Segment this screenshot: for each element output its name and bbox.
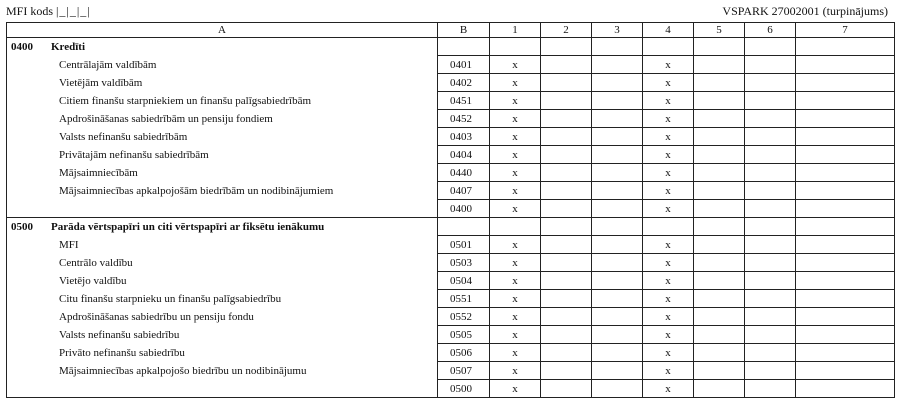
not-applicable-mark: x	[490, 92, 541, 110]
input-cell-col-2[interactable]	[541, 128, 592, 146]
row-code: 0501	[438, 236, 490, 254]
row-label: Apdrošināšanas sabiedrību un pensiju fondu	[59, 310, 254, 323]
not-applicable-mark: x	[643, 308, 694, 326]
table-row	[7, 182, 895, 200]
row-code: 0402	[438, 74, 490, 92]
input-cell-col-5[interactable]	[694, 380, 745, 398]
not-applicable-mark: x	[643, 92, 694, 110]
input-cell-col-2[interactable]	[541, 290, 592, 308]
input-cell-col-3[interactable]	[592, 290, 643, 308]
not-applicable-mark: x	[490, 74, 541, 92]
not-applicable-mark: x	[643, 182, 694, 200]
row-label-cell	[7, 236, 438, 254]
row-label: Mājsaimniecībām	[59, 166, 138, 179]
input-cell-col-2[interactable]	[541, 236, 592, 254]
not-applicable-mark: x	[490, 164, 541, 182]
input-cell-col-5[interactable]	[694, 92, 745, 110]
input-cell-col-3[interactable]	[592, 326, 643, 344]
input-cell-col-6[interactable]	[745, 344, 796, 362]
input-cell-col-2[interactable]	[541, 56, 592, 74]
column-header-6: 6	[745, 23, 796, 38]
not-applicable-mark: x	[490, 362, 541, 380]
input-cell-col-7[interactable]	[796, 272, 895, 290]
not-applicable-mark: x	[643, 128, 694, 146]
input-cell-col-3[interactable]	[592, 254, 643, 272]
row-code: 0507	[438, 362, 490, 380]
not-applicable-mark: x	[643, 272, 694, 290]
input-cell-col-6[interactable]	[745, 92, 796, 110]
row-label	[11, 202, 59, 214]
section-code: 0500	[11, 220, 33, 233]
input-cell-col-7[interactable]	[796, 236, 895, 254]
not-applicable-mark: x	[490, 308, 541, 326]
input-cell-col-2[interactable]	[541, 254, 592, 272]
input-cell-col-5[interactable]	[694, 254, 745, 272]
input-cell-col-7[interactable]	[796, 254, 895, 272]
input-cell-col-2[interactable]	[541, 380, 592, 398]
input-cell-col-2[interactable]	[541, 272, 592, 290]
input-cell-col-2[interactable]	[541, 326, 592, 344]
input-cell-col-3[interactable]	[592, 110, 643, 128]
row-label-cell	[7, 308, 438, 326]
not-applicable-mark: x	[490, 344, 541, 362]
input-cell-col-7[interactable]	[796, 326, 895, 344]
not-applicable-mark: x	[643, 164, 694, 182]
not-applicable-mark: x	[490, 326, 541, 344]
empty-cell	[745, 38, 796, 56]
table-row	[7, 236, 895, 254]
input-cell-col-5[interactable]	[694, 236, 745, 254]
row-label-cell	[7, 326, 438, 344]
empty-cell	[541, 218, 592, 236]
not-applicable-mark: x	[490, 128, 541, 146]
section-title: Kredīti	[51, 40, 86, 53]
input-cell-col-6[interactable]	[745, 56, 796, 74]
input-cell-col-7[interactable]	[796, 200, 895, 218]
empty-cell	[490, 38, 541, 56]
row-label-cell	[7, 92, 438, 110]
column-header-4: 4	[643, 23, 694, 38]
row-code: 0503	[438, 254, 490, 272]
table-row	[7, 362, 895, 380]
row-code: 0404	[438, 146, 490, 164]
input-cell-col-6[interactable]	[745, 326, 796, 344]
input-cell-col-3[interactable]	[592, 74, 643, 92]
section-row-0400	[7, 38, 895, 56]
mfi-code-header	[6, 4, 91, 19]
form-id-header: VSPARK 27002001 (turpinājums)	[722, 4, 888, 18]
input-cell-col-5[interactable]	[694, 200, 745, 218]
input-cell-col-7[interactable]	[796, 164, 895, 182]
row-label-cell	[7, 74, 438, 92]
input-cell-col-3[interactable]	[592, 380, 643, 398]
mfi-code-boxes: |_|_|_|	[56, 4, 91, 18]
row-code: 0506	[438, 344, 490, 362]
input-cell-col-3[interactable]	[592, 362, 643, 380]
table-row	[7, 326, 895, 344]
not-applicable-mark: x	[490, 380, 541, 398]
table-row	[7, 92, 895, 110]
row-label-cell	[7, 290, 438, 308]
not-applicable-mark: x	[490, 236, 541, 254]
row-code: 0401	[438, 56, 490, 74]
input-cell-col-3[interactable]	[592, 200, 643, 218]
section-title: Parāda vērtspapīri un citi vērtspapīri ar fiksētu ienākumu	[51, 220, 325, 233]
row-label: Vietējām valdībām	[59, 76, 143, 89]
row-code: 0407	[438, 182, 490, 200]
input-cell-col-5[interactable]	[694, 308, 745, 326]
input-cell-col-7[interactable]	[796, 110, 895, 128]
section-heading	[7, 38, 438, 56]
row-code: 0504	[438, 272, 490, 290]
table-row	[7, 200, 895, 218]
row-label: Vietējo valdību	[59, 274, 127, 287]
input-cell-col-7[interactable]	[796, 362, 895, 380]
empty-cell	[490, 218, 541, 236]
input-cell-col-6[interactable]	[745, 362, 796, 380]
input-cell-col-3[interactable]	[592, 146, 643, 164]
input-cell-col-6[interactable]	[745, 200, 796, 218]
input-cell-col-2[interactable]	[541, 308, 592, 326]
empty-cell	[592, 218, 643, 236]
input-cell-col-7[interactable]	[796, 380, 895, 398]
input-cell-col-3[interactable]	[592, 308, 643, 326]
row-label-cell	[7, 128, 438, 146]
report-table	[6, 22, 895, 398]
row-label	[11, 382, 59, 394]
row-label-cell	[7, 110, 438, 128]
input-cell-col-6[interactable]	[745, 146, 796, 164]
input-cell-col-5[interactable]	[694, 110, 745, 128]
section-heading	[7, 218, 438, 236]
row-label-cell	[7, 254, 438, 272]
input-cell-col-7[interactable]	[796, 128, 895, 146]
column-header-b: B	[438, 23, 490, 38]
input-cell-col-6[interactable]	[745, 128, 796, 146]
row-label: Centrālajām valdībām	[59, 58, 157, 71]
table-row	[7, 344, 895, 362]
input-cell-col-7[interactable]	[796, 344, 895, 362]
row-label: Valsts nefinanšu sabiedrībām	[59, 130, 188, 143]
row-label-cell	[7, 164, 438, 182]
input-cell-col-7[interactable]	[796, 182, 895, 200]
input-cell-col-2[interactable]	[541, 110, 592, 128]
row-label: Mājsaimniecības apkalpojošām biedrībām un nodibinājumiem	[59, 184, 334, 197]
input-cell-col-7[interactable]	[796, 308, 895, 326]
input-cell-col-3[interactable]	[592, 236, 643, 254]
table-body	[7, 38, 895, 398]
not-applicable-mark: x	[643, 74, 694, 92]
not-applicable-mark: x	[643, 56, 694, 74]
input-cell-col-7[interactable]	[796, 92, 895, 110]
empty-cell	[592, 38, 643, 56]
empty-cell	[643, 38, 694, 56]
table-row	[7, 56, 895, 74]
input-cell-col-3[interactable]	[592, 272, 643, 290]
section-code: 0400	[11, 40, 33, 53]
table-row	[7, 128, 895, 146]
row-label: Privātajām nefinanšu sabiedrībām	[59, 148, 209, 161]
not-applicable-mark: x	[643, 146, 694, 164]
empty-cell	[796, 38, 895, 56]
row-label-cell	[7, 146, 438, 164]
input-cell-col-2[interactable]	[541, 344, 592, 362]
input-cell-col-2[interactable]	[541, 182, 592, 200]
column-header-5: 5	[694, 23, 745, 38]
input-cell-col-6[interactable]	[745, 290, 796, 308]
table-row	[7, 380, 895, 398]
empty-cell	[796, 218, 895, 236]
row-code: 0551	[438, 290, 490, 308]
row-code: 0552	[438, 308, 490, 326]
not-applicable-mark: x	[490, 290, 541, 308]
empty-cell	[438, 38, 490, 56]
column-header-7: 7	[796, 23, 895, 38]
input-cell-col-5[interactable]	[694, 344, 745, 362]
not-applicable-mark: x	[643, 380, 694, 398]
table-row	[7, 290, 895, 308]
not-applicable-mark: x	[490, 200, 541, 218]
empty-cell	[643, 218, 694, 236]
input-cell-col-2[interactable]	[541, 146, 592, 164]
not-applicable-mark: x	[643, 110, 694, 128]
empty-cell	[745, 218, 796, 236]
input-cell-col-5[interactable]	[694, 146, 745, 164]
row-code: 0505	[438, 326, 490, 344]
table-row	[7, 146, 895, 164]
row-code: 0452	[438, 110, 490, 128]
row-label: Privāto nefinanšu sabiedrību	[59, 346, 185, 359]
input-cell-col-5[interactable]	[694, 128, 745, 146]
row-label: Centrālo valdību	[59, 256, 133, 269]
row-code: 0403	[438, 128, 490, 146]
not-applicable-mark: x	[643, 326, 694, 344]
input-cell-col-6[interactable]	[745, 182, 796, 200]
input-cell-col-5[interactable]	[694, 272, 745, 290]
input-cell-col-2[interactable]	[541, 74, 592, 92]
row-label-cell	[7, 272, 438, 290]
not-applicable-mark: x	[643, 362, 694, 380]
input-cell-col-7[interactable]	[796, 290, 895, 308]
row-label-cell	[7, 200, 438, 218]
input-cell-col-7[interactable]	[796, 74, 895, 92]
row-label: MFI	[59, 238, 79, 251]
input-cell-col-5[interactable]	[694, 56, 745, 74]
not-applicable-mark: x	[490, 110, 541, 128]
input-cell-col-3[interactable]	[592, 56, 643, 74]
input-cell-col-5[interactable]	[694, 182, 745, 200]
section-row-0500	[7, 218, 895, 236]
table-row	[7, 308, 895, 326]
row-code: 0400	[438, 200, 490, 218]
input-cell-col-5[interactable]	[694, 326, 745, 344]
input-cell-col-2[interactable]	[541, 362, 592, 380]
input-cell-col-3[interactable]	[592, 128, 643, 146]
input-cell-col-5[interactable]	[694, 290, 745, 308]
input-cell-col-5[interactable]	[694, 74, 745, 92]
not-applicable-mark: x	[643, 290, 694, 308]
input-cell-col-3[interactable]	[592, 344, 643, 362]
row-code: 0500	[438, 380, 490, 398]
input-cell-col-6[interactable]	[745, 74, 796, 92]
not-applicable-mark: x	[490, 254, 541, 272]
not-applicable-mark: x	[490, 272, 541, 290]
table-row	[7, 272, 895, 290]
not-applicable-mark: x	[490, 146, 541, 164]
input-cell-col-5[interactable]	[694, 164, 745, 182]
empty-cell	[694, 218, 745, 236]
table-row	[7, 164, 895, 182]
table-row	[7, 74, 895, 92]
not-applicable-mark: x	[643, 236, 694, 254]
input-cell-col-5[interactable]	[694, 362, 745, 380]
not-applicable-mark: x	[643, 344, 694, 362]
input-cell-col-2[interactable]	[541, 200, 592, 218]
row-label-cell	[7, 182, 438, 200]
input-cell-col-6[interactable]	[745, 308, 796, 326]
column-header-2: 2	[541, 23, 592, 38]
not-applicable-mark: x	[490, 56, 541, 74]
input-cell-col-6[interactable]	[745, 272, 796, 290]
empty-cell	[438, 218, 490, 236]
row-label-cell	[7, 380, 438, 398]
input-cell-col-2[interactable]	[541, 164, 592, 182]
input-cell-col-2[interactable]	[541, 92, 592, 110]
input-cell-col-7[interactable]	[796, 146, 895, 164]
column-header-1: 1	[490, 23, 541, 38]
column-header-3: 3	[592, 23, 643, 38]
row-label: Mājsaimniecības apkalpojošo biedrību un nodibinājumu	[59, 364, 307, 377]
table-row	[7, 110, 895, 128]
input-cell-col-3[interactable]	[592, 92, 643, 110]
row-label: Apdrošināšanas sabiedrībām un pensiju fondiem	[59, 112, 273, 125]
column-header-a: A	[7, 23, 438, 38]
input-cell-col-6[interactable]	[745, 110, 796, 128]
row-code: 0440	[438, 164, 490, 182]
not-applicable-mark: x	[490, 182, 541, 200]
input-cell-col-3[interactable]	[592, 182, 643, 200]
input-cell-col-6[interactable]	[745, 254, 796, 272]
not-applicable-mark: x	[643, 254, 694, 272]
row-code: 0451	[438, 92, 490, 110]
table-header	[7, 23, 895, 38]
row-label-cell	[7, 344, 438, 362]
input-cell-col-3[interactable]	[592, 164, 643, 182]
empty-cell	[694, 38, 745, 56]
table-row	[7, 254, 895, 272]
input-cell-col-6[interactable]	[745, 236, 796, 254]
row-label: Valsts nefinanšu sabiedrību	[59, 328, 180, 341]
empty-cell	[541, 38, 592, 56]
input-cell-col-6[interactable]	[745, 380, 796, 398]
row-label: Citiem finanšu starpniekiem un finanšu palīgsabiedrībām	[59, 94, 312, 107]
row-label-cell	[7, 56, 438, 74]
row-label-cell	[7, 362, 438, 380]
input-cell-col-6[interactable]	[745, 164, 796, 182]
row-label: Citu finanšu starpnieku un finanšu palīgsabiedrību	[59, 292, 282, 305]
input-cell-col-7[interactable]	[796, 56, 895, 74]
not-applicable-mark: x	[643, 200, 694, 218]
mfi-code-label: MFI kods	[6, 4, 54, 18]
